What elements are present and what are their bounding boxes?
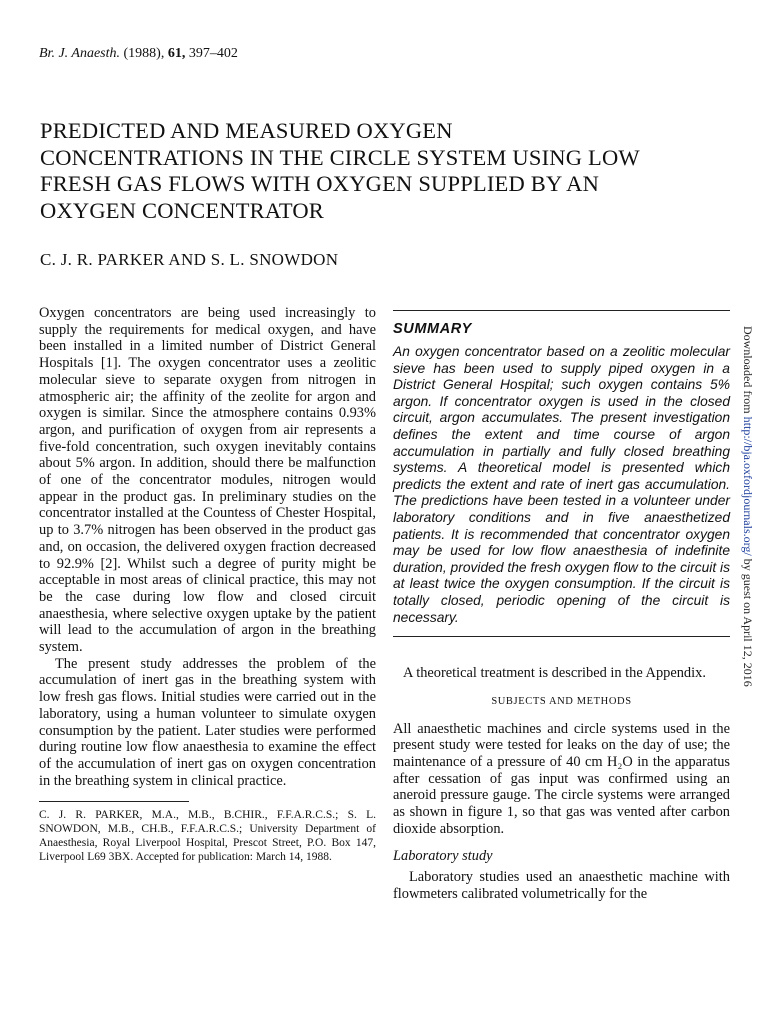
watermark-link[interactable]: http://bja.oxfordjournals.org/ (741, 416, 755, 556)
article-title (40, 118, 740, 224)
summary-heading: SUMMARY (393, 321, 472, 337)
subsection-heading: Laboratory study (393, 848, 493, 865)
methods-paragraph: All anaesthetic machines and circle systems used in the present study were tested for leaks on the day of use; the maintenance of a pressure of 40 cm H₂O in the apparatus after cessation of gas input was confirmed using an aneroid pressure gauge. The circle systems were arranged as shown in figure 1, so that gas was vented after carbon dioxide absorption. (393, 720, 730, 837)
author-affiliation-footnote: C. J. R. PARKER, M.A., M.B., B.CHIR., F.F.A.R.C.S.; S. L. SNOWDON, M.B., CH.B., F.F.A.R.C.S.; University Department of Anaesthesia, Royal Liverpool Hospital, Prescot Street, P.O. Box 147, Liverpool L69 3BX. Accepted for publication: March 14, 1988. (39, 809, 376, 864)
appendix-note: A theoretical treatment is described in the Appendix. (403, 665, 706, 682)
download-watermark (739, 326, 755, 706)
author-list: C. J. R. PARKER AND S. L. SNOWDON (40, 250, 339, 269)
summary-text: An oxygen concentrator based on a zeolitic molecular sieve has been used to supply piped oxygen in a District General Hospital; such oxygen contains 5% argon. If concentrator oxygen is used in the closed circuit, argon accumulates. The present investigation defines the extent and time course of argon accumulation in partially and fully closed breathing systems. A theoretical model is presented which predicts the extent and rate of inert gas accumulation. The predictions have been tested in a volunteer under laboratory conditions and in five anaesthetized patients. It is recommended that concentrator oxygen may be used for low flow anaesthesia of indefinite duration, provided the fresh oxygen flow to the circuit is at least twice the oxygen consumption. If the circuit is totally closed, periodic opening of the circuit is necessary. (393, 344, 730, 625)
watermark-suffix: by guest on April 12, 2016 (741, 555, 755, 687)
title-line: OXYGEN CONCENTRATOR (40, 197, 325, 223)
study-aim-paragraph: The present study addresses the problem of the accumulation of inert gas in the breathing system with low fresh gas flows. Initial studies were carried out in the laboratory, using a human volunteer to simulate oxygen consumption by the patient. Later studies were performed during routine low flow anaesthesia to examine the effect of the accumulation of inert gas on oxygen concentration in the breathing system in clinical practice. (39, 655, 376, 789)
citation-header (39, 46, 238, 62)
section-heading: SUBJECTS AND METHODS (491, 695, 632, 707)
publication-year: (1988), (123, 46, 165, 61)
title-line: PREDICTED AND MEASURED OXYGEN (40, 118, 453, 143)
body-text-right (393, 665, 730, 902)
right-column (393, 310, 730, 903)
lab-study-paragraph: Laboratory studies used an anaesthetic machine with flowmeters calibrated volumetrically for the (393, 869, 730, 902)
journal-name: Br. J. Anaesth. (39, 46, 121, 61)
title-line: CONCENTRATIONS IN THE CIRCLE SYSTEM USING LOW (40, 144, 640, 170)
summary-top-rule (393, 310, 730, 311)
volume-number: 61, (167, 46, 186, 61)
left-column (39, 305, 376, 864)
summary-bottom-rule (393, 636, 730, 637)
page-range: 397–402 (188, 46, 238, 61)
intro-paragraph: Oxygen concentrators are being used increasingly to supply the requirements for medical oxygen, and have been installed in a limited number of District General Hospitals [1]. The oxygen concentrator uses a zeolitic molecular sieve to separate oxygen from nitrogen in atmospheric air; the affinity of the zeolite for argon and oxygen is similar. Since the atmosphere contains 0.93% argon, and purification of oxygen from air represents a five-fold concentration, such oxygen inevitably contains about 5% argon. In addition, should there be malfunction of one of the concentrator modules, nitrogen would appear in the product gas. In preliminary studies on the concentrator installed at the Countess of Chester Hospital, up to 3.7% nitrogen has been observed in the product gas and, on occasion, the delivered oxygen fraction decreased to 92.9% [2]. Whilst such a degree of purity might be acceptable in most areas of clinical practice, this may not be the case during low flow and closed circuit anaesthesia, where selective oxygen uptake by the patient will lead to the accumulation of argon in the breathing system. (39, 305, 376, 656)
title-line: FRESH GAS FLOWS WITH OXYGEN SUPPLIED BY AN (40, 171, 600, 196)
footnote-divider (39, 801, 189, 802)
watermark-prefix: Downloaded from (741, 326, 755, 417)
